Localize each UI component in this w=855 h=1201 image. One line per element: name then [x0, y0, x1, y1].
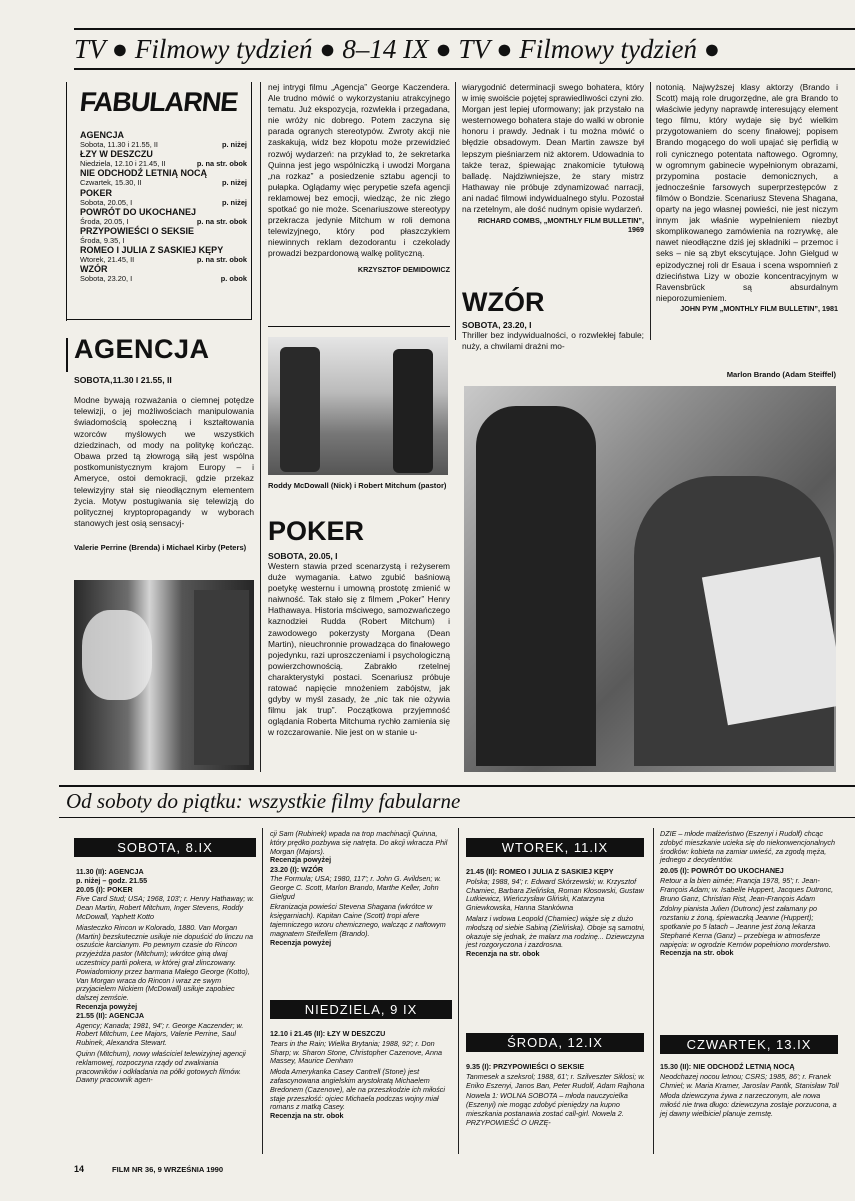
wzor-author: JOHN PYM „MONTHLY FILM BULLETIN”, 1981 — [680, 303, 838, 313]
bullet-icon: ● — [319, 34, 336, 64]
wzor-article — [462, 286, 644, 352]
czwartek-e1-head: 15.30 (II): NIE ODCHODŹ LETNIĄ NOCĄ — [660, 1062, 795, 1071]
sroda-e1-head: 9.35 (I): PRZYPOWIEŚCI O SEKSIE — [466, 1062, 585, 1071]
sroda-e1-desc-cont: DZIE – młode małżeństwo (Eszenyi i Rudolf) chcąc zdobyć mieszkanie ucieka się do niekonwencjonalnych środków: kobieta na zamiar uwieść, za zgodą męża, jednego z decydentów. — [660, 829, 835, 865]
sobota-e3-meta: Agency; Kanada; 1981, 94'; r. George Kaczender; w. Robert Mitchum, Lee Majors, Valerie Perrine, Saul Rubinek, Alexandra Stewart. — [76, 1020, 244, 1048]
sroda-e2-desc: Zdolny pianista Julien (Dutronc) jest załamany po rozstaniu z żoną, śpiewaczką Jeanne (Huppert); spotkanie po 5 latach – Jeanne jest żoną lekarza Stephané Kerna (Ganz) – przebiega w atmosferze napięcia: w ogrodzie Kernów popełniono morderstwo. — [660, 904, 831, 949]
bullet-icon: ● — [111, 34, 129, 64]
niedziela-e1-review: Recenzja na str. obok — [270, 1111, 344, 1121]
logo-fabularne: FABULARNE — [78, 87, 240, 117]
agencja-body: Modne bywają rozważania o ciemnej potędze telewizji, o jej możliwościach manipulowania świadomością społeczną i kształtowania wzorców myślowych we wszystkich dziedzinach, od mody na politykę kończąc. Obawa przed tą złowrogą siłą jest wspólna postkomunistycznym krajom Europy – i Ameryce, ostoi demokracji, gdzie przekaz telewizyjny stał się nieodłącznym elementem życia. Motyw postugiwania się telewizją do politycznej kryptopropagandy w wyborach stanowych jest osią sensacyj- — [74, 395, 254, 529]
wtorek-e1-review: Recenzja na str. obok — [466, 949, 540, 959]
section-top-rule — [59, 785, 855, 787]
sobota-schedule — [76, 868, 256, 1085]
listing-entry-ref: p. niżej — [221, 197, 247, 207]
col-divider-2 — [455, 82, 456, 340]
listing-entry-row — [80, 274, 247, 283]
col-divider-3 — [650, 82, 651, 340]
page-number: 14 — [74, 1164, 85, 1174]
day-czwartek: CZWARTEK, 13.IX — [660, 1035, 838, 1054]
col3-body: wiarygodnić determinacji swego bohatera, który w imię swoiście pojętej sprawiedliwości czyni zło. Morgan jest lepiej uformowany; jak przystało na westernowego bohatera staje do walki w obronie honoru i prawdy. Jednak i tu można mówić o błędzie obsadowym. Dean Martin zawsze był lepszym pieśniarzem niż aktorem. Udowadnia to także teraz, śpiewając znakomicie tytułową balladę. Najdziwniejsze, że stary mistrz Hathaway nie próbuje zdynamizować narracji, ani nadać filmowi indywidualnego stylu. Pozostał na rzetelnym, ale dość nudnym opisie wydarzeń. — [462, 82, 644, 215]
listing-entry-time: Czwartek, 15.30, II — [80, 178, 142, 188]
listing-entry-title: POWRÓT DO UKOCHANEJ — [80, 206, 197, 217]
sobota-e1-ref: p. niżej – godz. 21.55 — [76, 875, 148, 885]
listing-entry-row — [80, 140, 247, 149]
photo-brando — [464, 386, 836, 772]
listing-entry — [80, 207, 247, 226]
col2-rule — [268, 326, 450, 327]
col2-body: nej intrygi filmu „Agencja” George Kaczendera. Ale trudno mówić o wykorzystaniu atrakcyjnego tematu. Już ekspozycja, rozwlekła i przegadana, nie wróży nic dobrego. Potem zaczyna się parada ogranych stereotypów. Zwroty akcji nie zaskakują, widz bez kłopotu może przewidzieć rozwój wydarzeń: na przykład to, że sekretarka Quinna jest jego wspólniczką i uwodzi Morgana „na rozkaz” a posiedzenie sztabu agencji to pułapka. Oglądamy więc perypetie szefa agencji reklamowej bez emocji, wiedząc, że nic złego spotkać go nie może. Scenariuszowe stereotypy przekracza jedynie Mitchum w roli demona telewizyjnego, który pod płaszczykiem niewinnych reklam dezodorantu i czekolady prowadzi bezpardonową walkę polityczną. — [268, 82, 450, 259]
header-bottom-rule — [74, 68, 855, 70]
sobota-e2-head: 20.05 (I): POKER — [76, 884, 133, 894]
col4-schedule — [660, 830, 840, 958]
listing-entry-row — [80, 217, 247, 226]
photo-mcdowall-mitchum — [268, 337, 448, 475]
header-item: 8–14 IX — [342, 34, 429, 64]
header-item: Filmowy tydzień — [134, 34, 313, 64]
listing-entry — [80, 264, 247, 283]
listing-entry-row — [80, 236, 247, 245]
niedziela-e1-head: 12.10 i 21.45 (II): ŁZY W DESZCZU — [270, 1029, 386, 1038]
listing-entry-time: Sobota, 11.30 i 21.55, II — [80, 140, 158, 149]
poker-body: Western stawia przed scenarzystą i reżyserem duże wymagania. Łatwo zgubić baśniową poetykę westernu i umowną prostotę zmienić w naiwność. Tak stało się z filmem „Poker” Henry Hathawaya. Historia mściwego, samozwańczego kaznodziei Rudda (Robert Mitchum) i zawodowego pokerzysty Morgana (Dean Martin), nieuchronnie prowadząca do finałowego pojedynku, razi uproszczeniami i psychologiczną powierzchownością. Zabrakło rzetelnej charakterystyki postaci. Scenariusz próbuje ratować napięcie mnożeniem zabójstw, jak gdyby w myśl zasady, że „nic tak nie ożywia filmu jak trup”. Początkowa przyjemność oglądania Roberta Mitchuma rychło zamienia się w rozczarowanie. Nie jest on w stanie u- — [268, 561, 450, 738]
photo-perrine-kirby — [74, 580, 254, 770]
col2-article — [268, 82, 450, 274]
issue-info: FILM NR 36, 9 WRZEŚNIA 1990 — [112, 1165, 224, 1174]
listing-entry-ref: p. na str. obok — [196, 255, 247, 265]
header-item: TV — [458, 34, 490, 64]
listing-entry-row — [80, 159, 247, 168]
poker-title: POKER — [268, 516, 365, 546]
listing-entry — [80, 245, 247, 264]
sobota-e2-desc: Miasteczko Rincon w Kolorado, 1880. Van Morgan (Martin) bezskutecznie usiłuje nie dopuścić do linczu na oszuście karcianym. Po pewnym czasie do Rincon przyjeżdża pastor (Mitchum); wkrótce giną dwaj uczestnicy partii pokera, w której grał zlinczowany. Powiadomiony przez barmana Małego George (Kotto), Van Morgan wraca do Rincon i wraz ze swym przyjacielem Nickiem (McDowall) usiłuje zapobiec dalszej zemście. — [76, 922, 253, 1003]
day-wtorek: WTOREK, 11.IX — [466, 838, 644, 857]
bullet-icon: ● — [703, 34, 721, 64]
sobota-e3-head: 21.55 (II): AGENCJA — [76, 1010, 145, 1020]
listing-entry — [80, 188, 247, 207]
listing-entry-title: WZÓR — [80, 264, 108, 275]
wtorek-e1-head: 21.45 (II): ROMEO I JULIA Z SASKIEJ KĘPY — [466, 867, 614, 876]
col3-author: RICHARD COMBS, „MONTHLY FILM BULLETIN”, 1969 — [477, 216, 644, 234]
day-niedziela: NIEDZIELA, 9 IX — [270, 1000, 452, 1019]
listing-entry-time: Środa, 9.35, I — [80, 236, 125, 246]
listing-entry-ref: p. niżej — [221, 140, 247, 149]
sroda-e1-desc: Nowela 1: WOLNA SOBOTA – młoda nauczycielka (Eszenyi) nie mogąc zdobyć pieniędzy na kupno mieszkania postanawia zostać call-girl. Nowela 2. PRZYPOWIEŚĆ O URZĘ- — [466, 1091, 628, 1127]
listing-entry-title: PRZYPOWIEŚCI O SEKSIE — [80, 226, 195, 237]
header-band — [74, 31, 855, 67]
listing-entry — [80, 149, 247, 168]
sroda-e2-head: 20.05 (I): POWRÓT DO UKOCHANEJ — [660, 866, 784, 876]
sroda-schedule — [466, 1063, 646, 1128]
agencja-title: AGENCJA — [74, 334, 210, 364]
listing-entry — [80, 130, 247, 149]
poker-time: SOBOTA, 20.05, I — [268, 551, 338, 561]
col3-article — [462, 82, 644, 235]
listing-entry-title: POKER — [80, 187, 113, 198]
header-top-rule — [74, 28, 855, 30]
col2-caption: Roddy McDowall (Nick) i Robert Mitchum (pastor) — [268, 481, 447, 490]
col2-author: KRZYSZTOF DEMIDOWICZ — [357, 264, 450, 274]
sroda-e2-review: Recenzja na str. obok — [660, 948, 734, 958]
wzor-caption: Marlon Brando (Adam Steiffel) — [726, 370, 836, 379]
listing-entry-ref: p. obok — [220, 274, 247, 284]
listing-left-rule — [66, 82, 67, 321]
czwartek-e1-meta: Neodchazej nocou letnou; CSRS; 1985, 86'; r. Franek Chmiel; w. Maria Kramer, Jaroslav Pantik, Stanisław Toll — [660, 1071, 839, 1090]
sobota-e1-head: 11.30 (II): AGENCJA — [76, 867, 144, 876]
agencja-article — [74, 333, 254, 552]
listing-entry-ref: p. na str. obok — [196, 216, 247, 226]
wzor-title: WZÓR — [462, 287, 545, 317]
listing-entry-row — [80, 178, 247, 187]
listing-box — [66, 82, 252, 320]
sobota-e3-desc: Quinn (Mitchum), nowy właściciel telewizyjnej agencji reklamowej, rozpoczyna rządy od zwalniania pracowników i odkładania na półki gotowych filmów. Dawny pracownik agen- — [76, 1048, 246, 1085]
day-sroda: ŚRODA, 12.IX — [466, 1033, 644, 1052]
sobota-e4-review: Recenzja powyżej — [270, 937, 332, 947]
listing-entry — [80, 168, 247, 187]
listing-entry-ref: p. niżej — [221, 178, 247, 188]
niedziela-schedule — [270, 1030, 452, 1121]
listing-entry-time: Sobota, 23.20, I — [80, 274, 133, 284]
listing-entries — [80, 130, 247, 284]
wzor-time: SOBOTA, 23.20, I — [462, 320, 532, 330]
col-divider-1 — [260, 82, 261, 772]
sroda-e1-meta: Tanmesek a szeksrol; 1988, 61'; r. Szilveszter Siklosi; w. Eniko Eszenyi, Janos Ban, Peter Rudolf, Adam Rajhona — [466, 1071, 646, 1090]
sobota-e4-head: 23.20 (I): WZÓR — [270, 865, 324, 875]
sroda-e2-meta: Retour a la bien aimée; Francja 1978, 95'; r. Jean-François Adam; w. Isabelle Huppert, Jacques Dutronc, Bruno Ganz, Christian Rist, Jean-François Adam — [660, 875, 834, 903]
sobota-e4-desc: Ekranizacja powieści Stevena Shagana (wkrótce w księgarniach). Kapitan Caine (Scott) tropi afere tajemniczego wzoru chemicznego, walcząc z naftowym magnatem Steifellem (Brando). — [270, 902, 446, 938]
agencja-title-rule — [66, 338, 68, 372]
wtorek-e1-meta: Polska; 1988, 94'; r. Edward Skórzewski; w. Krzysztof Chamiec, Barbara Zielińska, Roman Kłosowski, Gustaw Lutkiewicz, Wieńczysław Gliński, Katarzyna Gniewkowska, Hanna Stankówna — [466, 876, 644, 913]
listing-entry-time: Niedziela, 12.10 i 21.45, II — [80, 159, 166, 169]
listing-entry-time: Wtorek, 21.45, II — [80, 255, 135, 265]
agencja-time: SOBOTA,11.30 I 21.55, II — [74, 375, 172, 385]
czwartek-e1-desc: Młoda dziewczyna żywa z narzeczonym, ale nowa miłość nie trwa długo: dziewczyna zostaje porzucona, a jej dawny wielbiciel planuje zemstę. — [660, 1091, 837, 1118]
sobota-e3-review: Recenzja powyżej — [270, 855, 332, 865]
listing-entry-title: ŁZY W DESZCZU — [80, 149, 153, 160]
sobota-e2-review: Recenzja powyżej — [76, 1001, 138, 1011]
section-title: Od soboty do piątku: wszystkie filmy fabularne — [66, 789, 461, 813]
listing-entry-title: ROMEO I JULIA Z SASKIEJ KĘPY — [80, 245, 224, 256]
col2-schedule — [270, 830, 452, 947]
header-item: Filmowy tydzień — [519, 34, 697, 64]
sobota-e3-desc-cont: cji Sam (Rubinek) wpada na trop machinacji Quinna, który prędko pozbywa się natręta. Do akcji wkracza Phil Morgan (Majors). — [270, 829, 448, 856]
wzor-continued — [656, 82, 838, 314]
niedziela-e1-desc: Młoda Amerykanka Casey Cantrell (Stone) jest zafascynowana angielskim arystokratą Michaelem Bredonem (Cazenove), ale na przeszkodzie ich miłości staje przeszłość: ojciec Michaela podczas wojny miał romans z matką Casey. — [270, 1067, 445, 1112]
bullet-icon: ● — [435, 34, 452, 64]
listing-entry-row — [80, 198, 247, 207]
niedziela-e1-meta: Tears in the Rain; Wielka Brytania; 1988, 92'; r. Don Sharp; w. Sharon Stone, Christopher Cazenove, Anna Massey, Maurice Denham — [270, 1038, 442, 1066]
poker-article — [268, 515, 450, 739]
listing-entry — [80, 226, 247, 245]
czwartek-schedule — [660, 1063, 840, 1119]
sobota-e2-meta: Five Card Stud; USA; 1968, 103'; r. Henry Hathaway; w. Dean Martin, Robert Mitchum, Inger Stevens, Roddy McDowall, Yaphett Kotto — [76, 894, 255, 921]
wtorek-e1-desc: Malarz i wdowa Leopold (Chamiec) wiąże się z dużo młodszą od siebie Sabiną (Zielińska). Oboje są samotni, okazuje się jednak, że malarz ma rodzinę... Dziewczyna jest rozgoryczona i zazdrosna. — [466, 913, 645, 950]
sobota-e4-meta: The Formula; USA; 1980, 117'; r. John G. Avildsen; w. George C. Scott, Marlon Brando, Marthe Keller, John Gielgud — [270, 873, 442, 901]
wtorek-schedule — [466, 868, 646, 959]
listing-entry-title: AGENCJA — [80, 130, 125, 140]
wzor-body: notonią. Najwyższej klasy aktorzy (Brando i Scott) mają role drugorzędne, ale gra Brando to właściwie jedyny naprawdę interesujący element tego filmu, który wydaje się być wielkim przygotowaniem do sceny finałowej; popisem Brando mogącego do woli upajać się perfidią w roli cynicznego potentata naftowego. Ogromny, w ogromnym gabinecie wypełnionym obrazami, przypomina postacie demonicznych, a jednocześnie farsowych superprzestępców z filmów o Bondzie. Scenariusz Stevena Shagana, oparty na jego własnej powieści, nie jest niczym innym jak właśnie wypełnieniem niezbyt skomplikowanego zamówienia na rozrywkę, ale nawet nieodłączne dziś jej składniki – przemoc i seks – nie są zbyt ekscytujące. John Gielgud w epizodycznej roli dr Esaua i scena wspomnień z dzieciństwa Lizy w obozie koncentracyjnym w Ravensbrück są absurdalnym nieporozumieniem. — [656, 82, 838, 303]
listing-entry-title: NIE ODCHODŹ LETNIĄ NOCĄ — [80, 168, 207, 179]
listing-entry-time: Środa, 20.05, I — [80, 216, 129, 226]
bottom-divider-3 — [653, 828, 654, 1154]
bullet-icon: ● — [496, 34, 513, 64]
listing-entry-ref: p. na str. obok — [196, 159, 247, 169]
header-item: TV — [74, 34, 106, 64]
wzor-lead: Thriller bez indywidualności, o rozwlekłej fabule; nuży, a chwilami drażni mo- — [462, 330, 644, 352]
agencja-caption: Valerie Perrine (Brenda) i Michael Kirby (Peters) — [74, 543, 247, 553]
section-bottom-rule — [59, 817, 855, 818]
listing-entry-time: Sobota, 20.05, I — [80, 197, 133, 207]
bottom-divider-2 — [458, 828, 459, 1154]
bottom-divider-1 — [262, 828, 263, 1154]
day-sobota: SOBOTA, 8.IX — [74, 838, 256, 857]
